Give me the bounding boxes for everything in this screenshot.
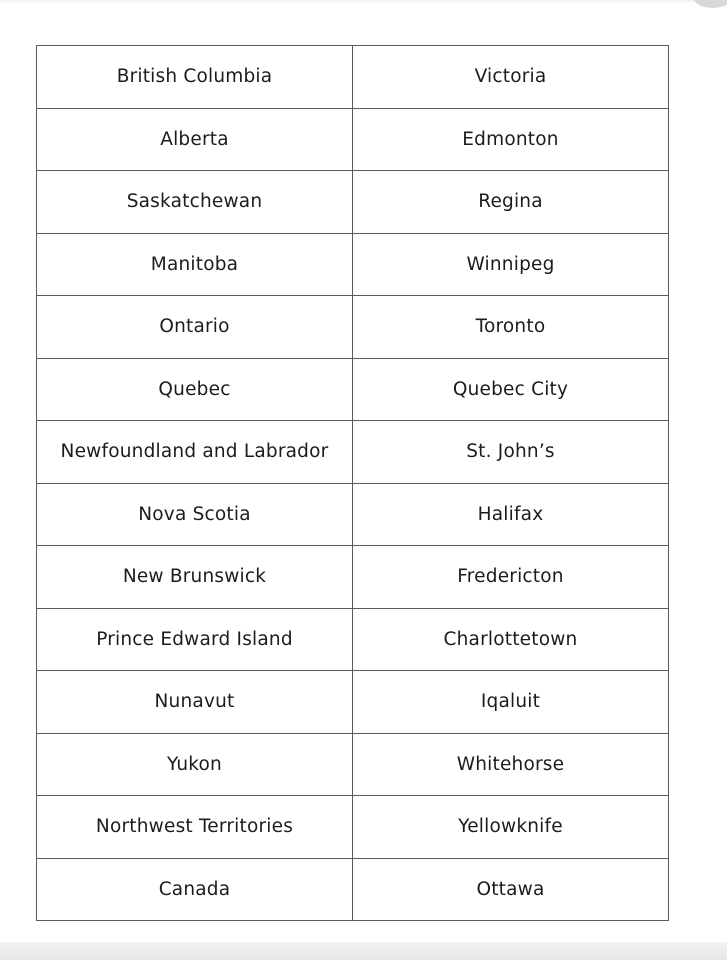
table-row bbox=[37, 858, 669, 921]
capital-cell: Edmonton bbox=[353, 108, 669, 171]
province-cell: New Brunswick bbox=[37, 546, 353, 609]
capital-cell: Halifax bbox=[353, 483, 669, 546]
table-row bbox=[37, 233, 669, 296]
table-row bbox=[37, 46, 669, 109]
table-row bbox=[37, 483, 669, 546]
capital-cell: Winnipeg bbox=[353, 233, 669, 296]
capital-cell: Iqaluit bbox=[353, 671, 669, 734]
capital-cell: St. John’s bbox=[353, 421, 669, 484]
table-row bbox=[37, 608, 669, 671]
province-capital-table bbox=[36, 45, 669, 921]
capital-cell: Yellowknife bbox=[353, 796, 669, 859]
capital-cell: Regina bbox=[353, 171, 669, 234]
capital-cell: Charlottetown bbox=[353, 608, 669, 671]
capital-cell: Fredericton bbox=[353, 546, 669, 609]
province-cell: Saskatchewan bbox=[37, 171, 353, 234]
province-cell: Nova Scotia bbox=[37, 483, 353, 546]
table-body bbox=[37, 46, 669, 921]
top-edge bbox=[0, 0, 727, 4]
capital-cell: Quebec City bbox=[353, 358, 669, 421]
province-cell: Newfoundland and Labrador bbox=[37, 421, 353, 484]
table-row bbox=[37, 296, 669, 359]
table-row bbox=[37, 733, 669, 796]
province-cell: Quebec bbox=[37, 358, 353, 421]
table-row bbox=[37, 546, 669, 609]
corner-shadow bbox=[693, 0, 727, 8]
capital-cell: Toronto bbox=[353, 296, 669, 359]
table-row bbox=[37, 171, 669, 234]
province-cell: Yukon bbox=[37, 733, 353, 796]
table-row bbox=[37, 796, 669, 859]
province-cell: Alberta bbox=[37, 108, 353, 171]
table-row bbox=[37, 421, 669, 484]
province-cell: Northwest Territories bbox=[37, 796, 353, 859]
capital-cell: Ottawa bbox=[353, 858, 669, 921]
province-cell: Ontario bbox=[37, 296, 353, 359]
table-row bbox=[37, 358, 669, 421]
province-cell: Manitoba bbox=[37, 233, 353, 296]
province-cell: Canada bbox=[37, 858, 353, 921]
capital-cell: Whitehorse bbox=[353, 733, 669, 796]
province-cell: British Columbia bbox=[37, 46, 353, 109]
page-bottom-edge bbox=[0, 942, 727, 960]
province-cell: Nunavut bbox=[37, 671, 353, 734]
table-row bbox=[37, 671, 669, 734]
table-row bbox=[37, 108, 669, 171]
capital-cell: Victoria bbox=[353, 46, 669, 109]
province-cell: Prince Edward Island bbox=[37, 608, 353, 671]
